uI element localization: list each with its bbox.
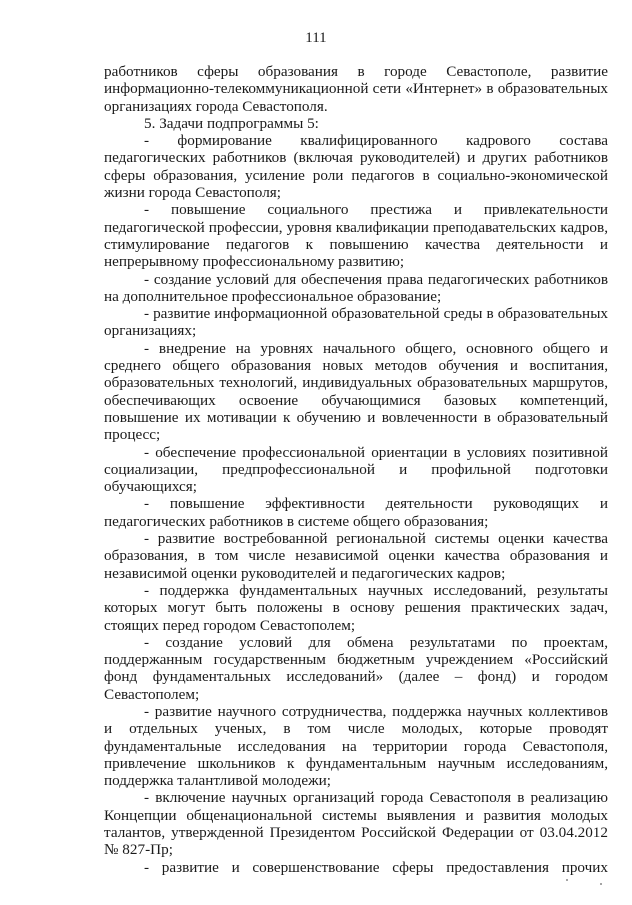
list-item-truncated: - развитие и совершенствование сферы предоставления прочих (144, 858, 608, 876)
paragraph-continuation: работников сферы образования в городе Севастополе, развитие информационно-телекоммуникационной сети «Интернет» в образовательных организациях города Севастополя. (104, 63, 608, 115)
document-body (104, 63, 608, 876)
list-item: - включение научных организаций города Севастополя в реализацию Концепции общенациональной системы выявления и развития молодых талантов, утвержденной Президентом Российской Федерации от 03.04.2012 № 827-Пр; (104, 789, 608, 859)
page-number: 111 (305, 30, 327, 46)
list-item: - развитие информационной образовательной среды в образовательных организациях; (104, 305, 608, 340)
list-item: - формирование квалифицированного кадрового состава педагогических работников (включая руководителей) и других работников сферы образования, усиление роли педагогов в социально-экономической жизни города Севастополя; (104, 132, 608, 202)
list-item: - повышение социального престижа и привлекательности педагогической профессии, уровня квалификации преподавательских кадров, стимулирование педагогов к повышению качества деятельности и непрерывному профессиональному развитию; (104, 201, 608, 271)
list-item: - повышение эффективности деятельности руководящих и педагогических работников в системе общего образования; (104, 495, 608, 530)
list-item: - развитие востребованной региональной системы оценки качества образования, в том числе независимой оценки качества образования и независимой оценки руководителей и педагогических кадров; (104, 530, 608, 582)
scan-speck (600, 883, 602, 885)
list-item: - внедрение на уровнях начального общего, основного общего и среднего общего образования новых методов обучения и воспитания, образовательных технологий, индивидуальных образовательных маршрутов, обеспечивающих освоение обучающимися базовых компетенций, повышение их мотивации к обучению и вовлеченности в образовательный процесс; (104, 339, 608, 444)
paragraph-tasks-heading: 5. Задачи подпрограммы 5: (144, 114, 319, 132)
list-item: - поддержка фундаментальных научных исследований, результаты которых могут быть положены в основу решения практических задач, стоящих перед городом Севастополем; (104, 581, 608, 634)
scan-speck (566, 879, 568, 881)
list-item: - развитие научного сотрудничества, поддержка научных коллективов и отдельных ученых, в том числе молодых, которые проводят фундаментальные исследования на территории города Севастополя, привлечение школьников к фундаментальным научным исследованиям, поддержка талантливой молодежи; (104, 702, 608, 790)
list-item: - обеспечение профессиональной ориентации в условиях позитивной социализации, предпрофессиональной и профильной подготовки обучающихся; (104, 443, 608, 496)
list-item: - создание условий для обмена результатами по проектам, поддержанным государственным бюджетным учреждением «Российский фонд фундаментальных исследований» (далее – фонд) и городом Севастополем; (104, 633, 608, 703)
list-item: - создание условий для обеспечения права педагогических работников на дополнительное профессиональное образование; (104, 270, 608, 305)
